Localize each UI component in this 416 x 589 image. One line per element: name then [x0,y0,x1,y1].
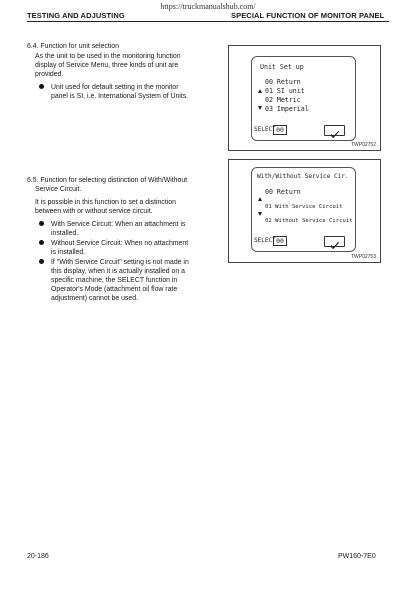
source-url[interactable]: https://truckmanualshub.com/ [160,2,256,11]
scroll-down-arrow-icon [258,212,262,216]
menu-item-return: 00 Return [265,188,301,196]
section-64-body [35,52,225,79]
bullet-dot [39,84,44,89]
header-left-title: TESTING AND ADJUSTING [27,11,125,20]
section-65-heading [27,176,227,194]
bullet-line: Unit used for default setting in the monitor [51,84,179,91]
heading-line: Service Circuit. [35,186,82,193]
section-65-body [35,198,225,216]
select-value-box: 00 [273,125,287,135]
scroll-up-arrow-icon [258,197,262,201]
doc-code: PW160-7E0 [338,553,376,560]
screen-title: With/Without Service Cir. [257,173,349,180]
section-65-bullet-without [51,239,226,257]
header-right-title: SPECIAL FUNCTION OF MONITOR PANEL [231,11,385,20]
select-label: SELECT [254,237,276,244]
bullet-line: If "With Service Circuit" setting is not made in [51,259,189,266]
monitor-screen [251,167,356,252]
confirm-button [324,125,345,136]
menu-item-return: 00 Return [265,78,301,86]
section-64-heading: 6.4. Function for unit selection [27,43,119,50]
select-label: SELECT [254,126,276,133]
header-rule [27,21,389,22]
scroll-down-arrow-icon [258,106,262,110]
body-line: between with or without service circuit. [35,208,153,215]
bullet-dot [39,240,44,245]
menu-item-metric: 02 Metric [265,96,301,104]
check-icon [325,241,344,250]
select-value-box: 00 [273,236,287,246]
bullet-line: Without Service Circuit: When no attachment [51,240,189,247]
body-line: display of Service Menu, three kinds of unit are [35,62,179,69]
bullet-line: Operator's Mode (attachment oil flow rate [51,286,178,293]
body-line: It is possible in this function to set a distinction [35,199,176,206]
body-line: As the unit to be used in the monitoring function [35,53,181,60]
bullet-line: With Service Circuit: When an attachment is [51,221,186,228]
menu-item-si-unit: 01 SI unit [265,87,305,95]
bullet-line: adjustment) cannot be used. [51,295,138,302]
bullet-dot [39,259,44,264]
service-circuit-figure [228,159,381,263]
menu-item-with-service-circuit: 01 With Service Circuit [265,204,343,210]
screen-title: Unit Set up [260,63,304,71]
page-number: 20-186 [27,553,49,560]
confirm-button [324,236,345,247]
unit-setup-figure [228,45,381,151]
section-65-bullet-with [51,220,226,238]
figure-code: TWP02752 [350,142,376,148]
figure-code: TWP02753 [350,254,376,260]
section-64-bullet [51,83,226,101]
bullet-line: this display, when it is actually installed on a [51,268,185,275]
bullet-dot [39,221,44,226]
heading-line: 6.5. Function for selecting distinction of With/Without [27,177,188,184]
bullet-line: is installed. [51,249,86,256]
bullet-line: installed. [51,230,79,237]
menu-item-imperial: 03 Imperial [265,105,309,113]
monitor-screen [251,56,356,141]
bullet-line: specific machine, the SELECT function in [51,277,178,284]
menu-item-without-service-circuit: 02 Without Service Circuit [265,218,353,224]
bullet-line: panel is SI, i.e. International System of Units. [51,93,189,100]
section-65-bullet-note [51,258,229,303]
body-line: provided. [35,71,64,78]
scroll-up-arrow-icon [258,89,262,93]
check-icon [325,130,344,139]
